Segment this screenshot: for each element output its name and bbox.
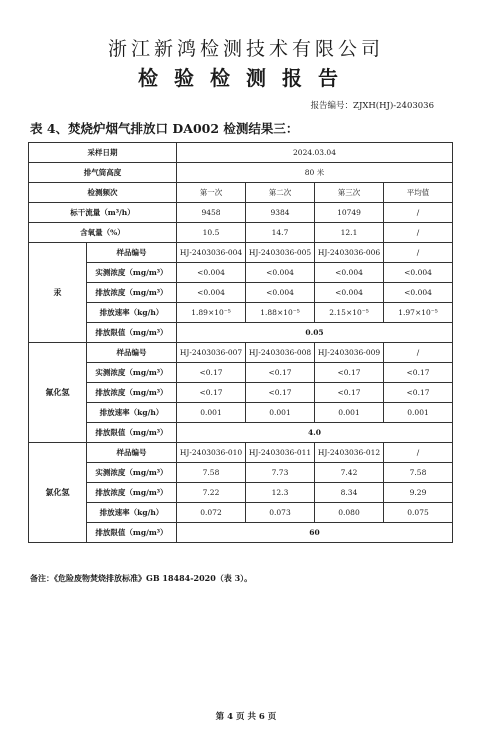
sample-id: /	[384, 343, 453, 363]
table-row	[29, 423, 453, 443]
frequency-header-row	[29, 183, 453, 203]
emission-concentration-label: 排放浓度（mg/m³）	[87, 283, 177, 303]
sample-id-label: 样品编号	[87, 443, 177, 463]
flow-value: 10749	[315, 203, 384, 223]
report-number: 报告编号：ZJXH(HJ)-2403036	[310, 101, 434, 111]
sampling-date-value: 2024.03.04	[177, 143, 453, 163]
company-name: 浙江新鸿检测技术有限公司	[107, 38, 384, 60]
emission-value: 8.34	[315, 483, 384, 503]
rate-value: 1.88×10⁻⁵	[246, 303, 315, 323]
stack-height-value: 80 米	[177, 163, 453, 183]
results-table	[28, 142, 453, 543]
rate-value: 2.15×10⁻⁵	[315, 303, 384, 323]
emission-limit-label: 排放限值（mg/m³）	[87, 323, 177, 343]
table-row	[29, 343, 453, 363]
sample-id: HJ-2403036-009	[315, 343, 384, 363]
rate-value: 0.075	[384, 503, 453, 523]
table-row	[29, 403, 453, 423]
oxygen-value: 14.7	[246, 223, 315, 243]
emission-value: <0.004	[384, 283, 453, 303]
oxygen-value: /	[384, 223, 453, 243]
sample-id: HJ-2403036-008	[246, 343, 315, 363]
rate-value: 1.89×10⁻⁵	[177, 303, 246, 323]
table-row	[29, 503, 453, 523]
measured-concentration-label: 实测浓度（mg/m³）	[87, 463, 177, 483]
table-note: 备注：《危险废物焚烧排放标准》GB 18484-2020（表 3）。	[30, 573, 253, 583]
measured-concentration-label: 实测浓度（mg/m³）	[87, 263, 177, 283]
rate-value: 1.97×10⁻⁵	[384, 303, 453, 323]
table-row	[29, 523, 453, 543]
emission-rate-label: 排放速率（kg/h）	[87, 403, 177, 423]
table-row	[29, 283, 453, 303]
measured-value: 7.58	[177, 463, 246, 483]
frequency-label: 检测频次	[29, 183, 177, 203]
table-title: 表 4、焚烧炉烟气排放口 DA002 检测结果三：	[30, 121, 299, 136]
sample-id-label: 样品编号	[87, 343, 177, 363]
frequency-header: 平均值	[384, 183, 453, 203]
emission-rate-label: 排放速率（kg/h）	[87, 303, 177, 323]
measured-value: 7.58	[384, 463, 453, 483]
sample-id: /	[384, 443, 453, 463]
sample-id: HJ-2403036-005	[246, 243, 315, 263]
emission-value: <0.004	[177, 283, 246, 303]
page-number: 第 4 页 共 6 页	[215, 712, 277, 722]
sampling-date-row	[29, 143, 453, 163]
pollutant-name: 汞	[29, 243, 87, 343]
emission-value: <0.004	[246, 283, 315, 303]
emission-value: <0.004	[315, 283, 384, 303]
measured-value: <0.17	[384, 363, 453, 383]
oxygen-value: 12.1	[315, 223, 384, 243]
emission-value: 12.3	[246, 483, 315, 503]
sample-id: HJ-2403036-012	[315, 443, 384, 463]
emission-value: 9.29	[384, 483, 453, 503]
measured-value: <0.004	[384, 263, 453, 283]
emission-rate-label: 排放速率（kg/h）	[87, 503, 177, 523]
emission-limit-value: 4.0	[177, 423, 453, 443]
flow-row	[29, 203, 453, 223]
document-title: 检验检测报告	[138, 66, 354, 90]
measured-value: 7.42	[315, 463, 384, 483]
emission-value: <0.17	[246, 383, 315, 403]
stack-height-row	[29, 163, 453, 183]
flow-value: /	[384, 203, 453, 223]
rate-value: 0.001	[384, 403, 453, 423]
table-row	[29, 323, 453, 343]
emission-limit-value: 0.05	[177, 323, 453, 343]
measured-value: <0.17	[315, 363, 384, 383]
rate-value: 0.001	[177, 403, 246, 423]
frequency-header: 第二次	[246, 183, 315, 203]
emission-value: 7.22	[177, 483, 246, 503]
table-row	[29, 443, 453, 463]
sample-id: HJ-2403036-007	[177, 343, 246, 363]
sample-id-label: 样品编号	[87, 243, 177, 263]
measured-value: 7.73	[246, 463, 315, 483]
sample-id: /	[384, 243, 453, 263]
table-row	[29, 383, 453, 403]
table-row	[29, 243, 453, 263]
measured-value: <0.004	[246, 263, 315, 283]
emission-concentration-label: 排放浓度（mg/m³）	[87, 383, 177, 403]
emission-value: <0.17	[384, 383, 453, 403]
measured-value: <0.17	[177, 363, 246, 383]
oxygen-value: 10.5	[177, 223, 246, 243]
rate-value: 0.080	[315, 503, 384, 523]
sampling-date-label: 采样日期	[29, 143, 177, 163]
sample-id: HJ-2403036-010	[177, 443, 246, 463]
flow-value: 9384	[246, 203, 315, 223]
frequency-header: 第三次	[315, 183, 384, 203]
table-row	[29, 483, 453, 503]
table-row	[29, 303, 453, 323]
flow-label: 标干流量（m³/h）	[29, 203, 177, 223]
rate-value: 0.072	[177, 503, 246, 523]
rate-value: 0.073	[246, 503, 315, 523]
measured-concentration-label: 实测浓度（mg/m³）	[87, 363, 177, 383]
table-row	[29, 363, 453, 383]
pollutant-name: 氟化氢	[29, 343, 87, 443]
oxygen-label: 含氧量（%）	[29, 223, 177, 243]
emission-value: <0.17	[177, 383, 246, 403]
table-row	[29, 263, 453, 283]
emission-limit-value: 60	[177, 523, 453, 543]
frequency-header: 第一次	[177, 183, 246, 203]
measured-value: <0.17	[246, 363, 315, 383]
rate-value: 0.001	[246, 403, 315, 423]
emission-limit-label: 排放限值（mg/m³）	[87, 423, 177, 443]
sample-id: HJ-2403036-006	[315, 243, 384, 263]
stack-height-label: 排气筒高度	[29, 163, 177, 183]
emission-limit-label: 排放限值（mg/m³）	[87, 523, 177, 543]
flow-value: 9458	[177, 203, 246, 223]
oxygen-row	[29, 223, 453, 243]
sample-id: HJ-2403036-004	[177, 243, 246, 263]
emission-concentration-label: 排放浓度（mg/m³）	[87, 483, 177, 503]
table-row	[29, 463, 453, 483]
measured-value: <0.004	[315, 263, 384, 283]
sample-id: HJ-2403036-011	[246, 443, 315, 463]
emission-value: <0.17	[315, 383, 384, 403]
measured-value: <0.004	[177, 263, 246, 283]
rate-value: 0.001	[315, 403, 384, 423]
pollutant-name: 氯化氢	[29, 443, 87, 543]
